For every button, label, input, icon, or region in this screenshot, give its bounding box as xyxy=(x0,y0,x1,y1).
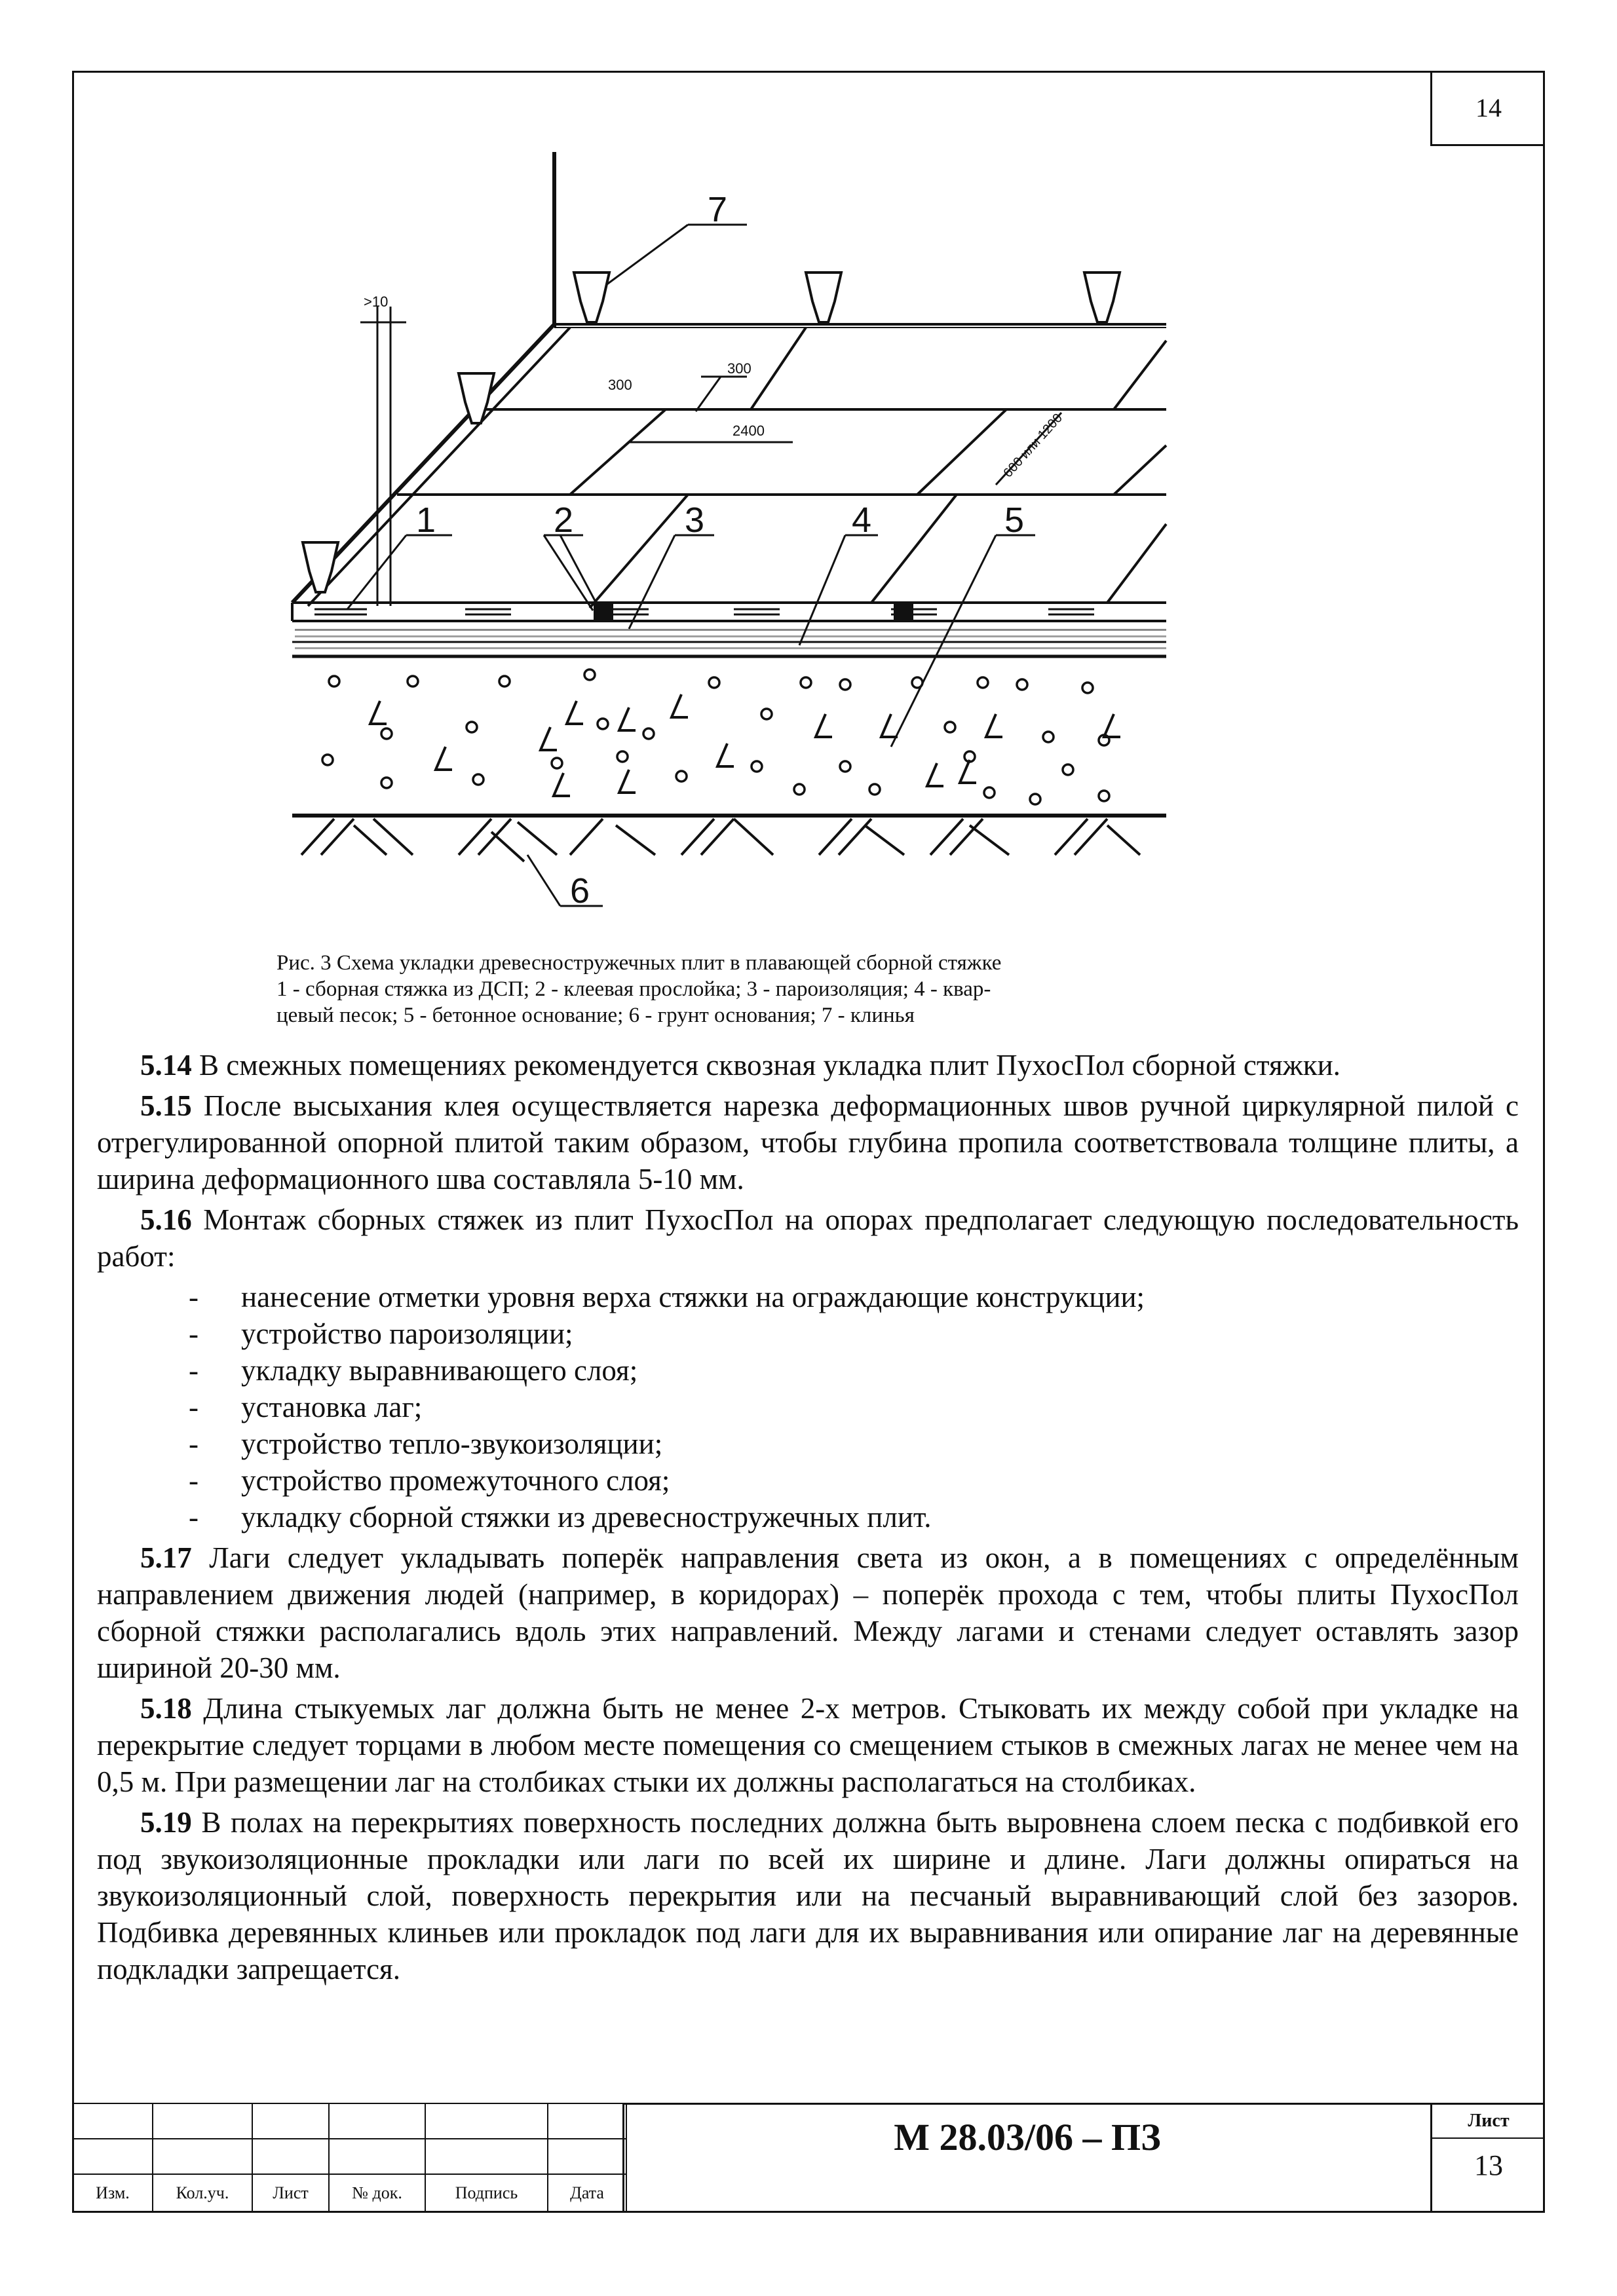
paragraph-5-19: 5.19 В полах на перекрытиях поверхность последних должна быть выровнена слоем песка с подбивкой его под звукоизоляционные прокладки или лаги по всей их ширине и длине. Лаги должны опираться на звукоизоляционный слой, поверхность перекрытия или на песчаный выравнивающий слой без зазоров. Подбивка деревянных клиньев или прокладок под лаги для их выравнивания или опирание лаг на деревянные подкладки запрещается. xyxy=(97,1806,1519,1985)
title-block-grid xyxy=(72,2103,627,2213)
col-header-date: Дата xyxy=(548,2174,626,2212)
body-text xyxy=(97,1047,1519,1991)
callout-6: 6 xyxy=(570,871,590,911)
document-code: М 28.03/06 – ПЗ xyxy=(622,2103,1430,2213)
sheet-label: Лист xyxy=(1432,2105,1545,2139)
floor-schematic-figure xyxy=(262,144,1179,943)
callout-5: 5 xyxy=(1004,500,1025,540)
dim-2400: 2400 xyxy=(732,423,765,439)
dim-gap-label: >10 xyxy=(364,293,389,310)
dim-plate-width: 600 или 1200 xyxy=(1000,411,1066,481)
paragraph-5-17: 5.17 Лаги следует укладывать поперёк направления света из окон, а в помещениях с определённым направлением движения людей (например, в коридорах) – поперёк прохода с тем, чтобы плиты ПухосПол сборной стяжки располагались вдоль этих направлений. Между лагами и стенами следует оставлять зазор шириной 20-30 мм. xyxy=(97,1541,1519,1684)
paragraph-5-14: 5.14 В смежных помещениях рекомендуется сквозная укладка плит ПухосПол сборной стяжки. xyxy=(140,1049,1341,1082)
dim-300-b: 300 xyxy=(727,360,751,377)
dim-300-a: 300 xyxy=(608,377,632,393)
top-sheet-number: 14 xyxy=(1430,71,1545,146)
callout-1: 1 xyxy=(416,500,436,540)
list-item: - установка лаг; xyxy=(189,1391,423,1423)
col-header-list: Лист xyxy=(252,2174,329,2212)
paragraph-5-16: 5.16 Монтаж сборных стяжек из плит ПухосПол на опорах предполагает следующую последовательность работ: xyxy=(97,1203,1519,1273)
floor-schematic-svg xyxy=(262,144,1179,943)
callout-4: 4 xyxy=(852,500,872,540)
callout-2: 2 xyxy=(554,500,574,540)
figure-caption xyxy=(276,950,1194,1028)
col-header-doc-num: № док. xyxy=(329,2174,425,2212)
list-item: - укладку сборной стяжки из древесностружечных плит. xyxy=(189,1501,932,1534)
caption-legend-2: цевый песок; 5 - бетонное основание; 6 - грунт основания; 7 - клинья xyxy=(276,1004,915,1027)
list-item: - устройство пароизоляции; xyxy=(189,1317,573,1350)
sheet-number: 13 xyxy=(1474,2149,1503,2181)
caption-title: Рис. 3 Схема укладки древесностружечных плит в плавающей сборной стяжке xyxy=(276,951,1002,975)
paragraph-5-18: 5.18 Длина стыкуемых лаг должна быть не менее 2-х метров. Стыковать их между собой при укладке на перекрытие следует торцами в любом месте помещения со смещением стыков в смежных лагах не менее чем на 0,5 м. При размещении лаг на столбиках стыки их должны располагаться на столбиках. xyxy=(97,1692,1519,1798)
caption-legend-1: 1 - сборная стяжка из ДСП; 2 - клеевая прослойка; 3 - пароизоляция; 4 - квар- xyxy=(276,977,991,1001)
list-item: - устройство тепло-звукоизоляции; xyxy=(189,1427,663,1460)
work-sequence-list xyxy=(97,1279,1519,1535)
col-header-izm: Изм. xyxy=(73,2174,153,2212)
callout-3: 3 xyxy=(685,500,705,540)
col-header-kol-uch: Кол.уч. xyxy=(153,2174,252,2212)
list-item: - укладку выравнивающего слоя; xyxy=(189,1354,638,1387)
paragraph-5-15: 5.15 После высыхания клея осуществляется нарезка деформационных швов ручной циркулярной пилой с отрегулированной опорной плитой таким образом, чтобы глубина пропила соответствовала толщине плиты, а ширина деформационного шва составляла 5-10 мм. xyxy=(97,1089,1519,1195)
list-item: - устройство промежуточного слоя; xyxy=(189,1464,670,1497)
col-header-signature: Подпись xyxy=(425,2174,548,2212)
sheet-box xyxy=(1430,2103,1545,2213)
list-item: - нанесение отметки уровня верха стяжки на ограждающие конструкции; xyxy=(189,1281,1145,1313)
callout-7: 7 xyxy=(708,190,728,229)
